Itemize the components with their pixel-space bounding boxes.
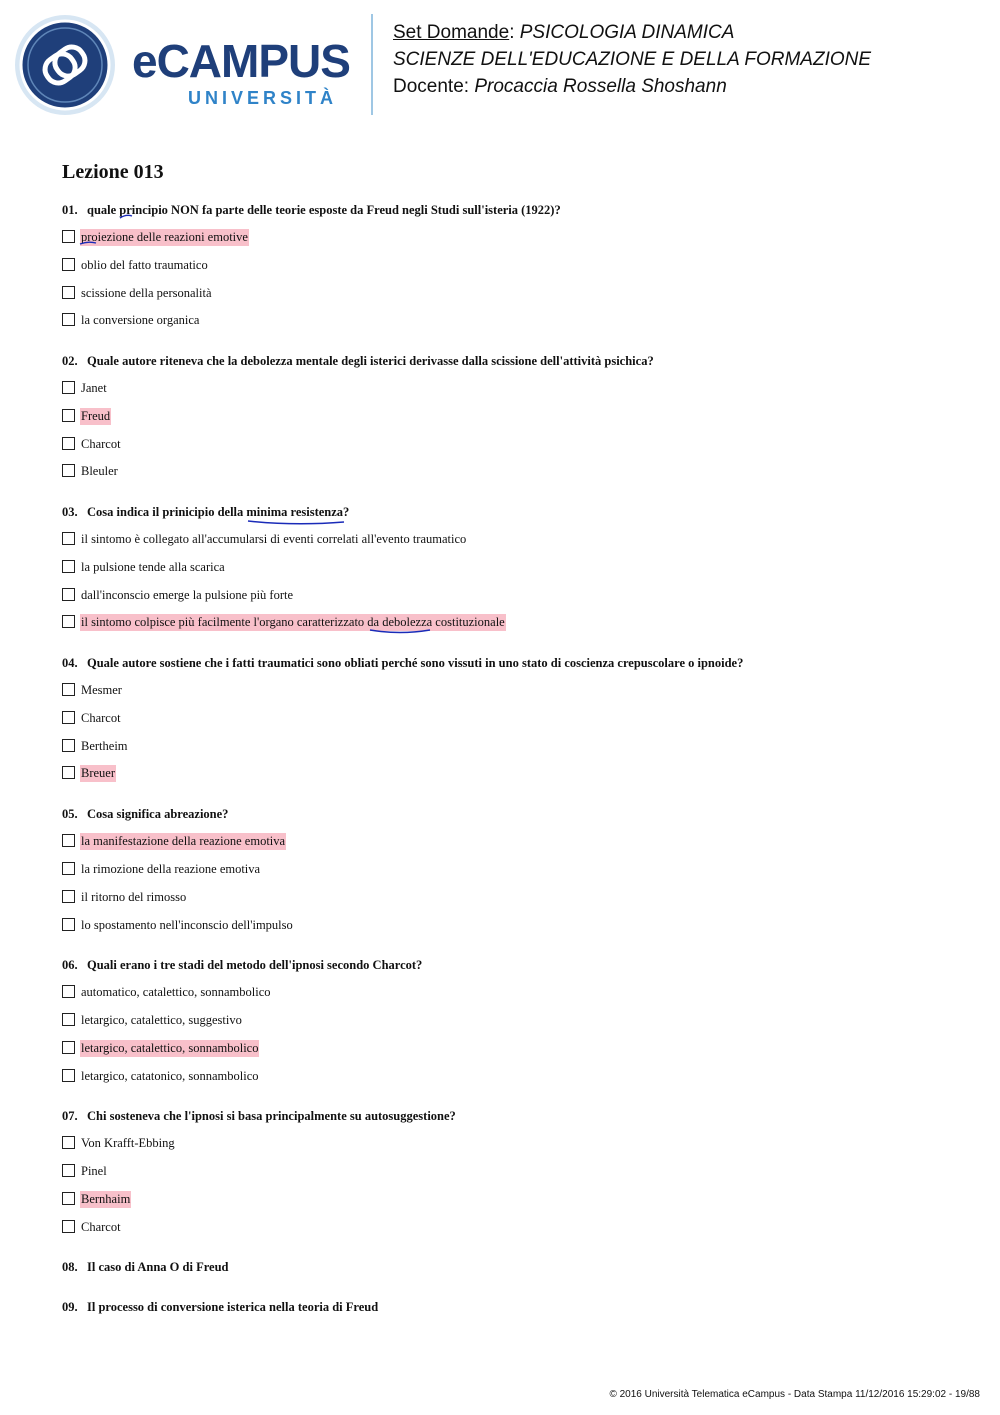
checkbox[interactable] xyxy=(62,1220,75,1233)
teacher-label: Docente xyxy=(393,76,464,97)
question-08 xyxy=(62,1260,228,1275)
brand-name: eCAMPUS xyxy=(132,35,350,87)
question-09 xyxy=(62,1300,378,1315)
question-text: Il caso di Anna O di Freud xyxy=(87,1260,229,1274)
lesson-title: Lezione 013 xyxy=(62,161,164,183)
question-number: 07. xyxy=(62,1109,78,1123)
question-number: 04. xyxy=(62,656,78,670)
ink-underline-minima-resistenza xyxy=(248,521,344,524)
question-number: 08. xyxy=(62,1260,78,1274)
checkbox[interactable] xyxy=(62,381,75,394)
answer-text: la pulsione tende alla scarica xyxy=(81,560,225,574)
question-text: Cosa significa abreazione? xyxy=(87,807,229,821)
checkbox[interactable] xyxy=(62,739,75,752)
answer-text: lo spostamento nell'inconscio dell'impulso xyxy=(81,918,293,932)
header-faculty-line xyxy=(393,49,871,71)
checkbox[interactable] xyxy=(62,1192,75,1205)
answer-text: letargico, catalettico, suggestivo xyxy=(81,1013,242,1027)
brand-subtitle: UNIVERSITÀ xyxy=(188,88,338,108)
checkbox[interactable] xyxy=(62,560,75,573)
teacher-name: Procaccia Rossella Shoshann xyxy=(474,76,727,97)
checkbox[interactable] xyxy=(62,711,75,724)
answer-text: Pinel xyxy=(81,1164,107,1178)
checkbox[interactable] xyxy=(62,1041,75,1054)
checkbox[interactable] xyxy=(62,313,75,326)
question-text: Quali erano i tre stadi del metodo dell'ipnosi secondo Charcot? xyxy=(87,958,423,972)
answer-text: scissione della personalità xyxy=(81,286,212,300)
course-name: PSICOLOGIA DINAMICA xyxy=(519,22,735,43)
answer-text: proiezione delle reazioni emotive xyxy=(81,230,248,244)
checkbox[interactable] xyxy=(62,834,75,847)
question-04 xyxy=(62,656,743,671)
checkbox[interactable] xyxy=(62,230,75,243)
checkbox[interactable] xyxy=(62,258,75,271)
checkbox[interactable] xyxy=(62,437,75,450)
question-number: 02. xyxy=(62,354,78,368)
question-03 xyxy=(62,505,349,520)
checkbox[interactable] xyxy=(62,1136,75,1149)
header-divider xyxy=(371,14,373,115)
checkbox[interactable] xyxy=(62,766,75,779)
checkbox[interactable] xyxy=(62,615,75,628)
set-label: Set Domande xyxy=(393,22,510,43)
question-number: 03. xyxy=(62,505,78,519)
question-text: Cosa indica il prinicipio della minima resistenza? xyxy=(87,505,350,519)
answer-text: dall'inconscio emerge la pulsione più forte xyxy=(81,588,294,602)
header-set-line: Set Domande: PSICOLOGIA DINAMICA xyxy=(393,22,735,43)
answer-text: letargico, catatonico, sonnambolico xyxy=(81,1069,259,1083)
answer-text: Bleuler xyxy=(81,464,118,478)
question-07 xyxy=(62,1109,456,1124)
checkbox[interactable] xyxy=(62,890,75,903)
checkbox[interactable] xyxy=(62,588,75,601)
answer-text: letargico, catalettico, sonnambolico xyxy=(81,1041,259,1055)
header-teacher-line: Docente: Procaccia Rossella Shoshann xyxy=(393,76,727,97)
answer-text: Janet xyxy=(81,381,107,395)
question-text: quale principio NON fa parte delle teorie esposte da Freud negli Studi sull'isteria (1922)? xyxy=(87,203,561,217)
checkbox[interactable] xyxy=(62,862,75,875)
checkbox[interactable] xyxy=(62,918,75,931)
answer-text: oblio del fatto traumatico xyxy=(81,258,208,272)
checkbox[interactable] xyxy=(62,464,75,477)
answer-text: Charcot xyxy=(81,711,121,725)
question-02 xyxy=(62,354,654,369)
answer-text: la manifestazione della reazione emotiva xyxy=(81,834,286,848)
question-number: 01. xyxy=(62,203,78,217)
question-06 xyxy=(62,958,422,973)
checkbox[interactable] xyxy=(62,1013,75,1026)
checkbox[interactable] xyxy=(62,286,75,299)
answer-text: Mesmer xyxy=(81,683,122,697)
brand-logotype xyxy=(132,35,362,118)
question-01 xyxy=(62,203,561,218)
question-number: 09. xyxy=(62,1300,78,1314)
question-text: Chi sosteneva che l'ipnosi si basa principalmente su autosuggestione? xyxy=(87,1109,456,1123)
checkbox[interactable] xyxy=(62,532,75,545)
question-text: Quale autore riteneva che la debolezza mentale degli isterici derivasse dalla scissione dell'attività psichica? xyxy=(87,354,654,368)
answer-text: Breuer xyxy=(81,766,116,780)
answer-text: la rimozione della reazione emotiva xyxy=(81,862,261,876)
question-number: 06. xyxy=(62,958,78,972)
question-text: Il processo di conversione isterica nella teoria di Freud xyxy=(87,1300,379,1314)
footer-print-info: © 2016 Università Telematica eCampus - Data Stampa 11/12/2016 15:29:02 - 19/88 xyxy=(609,1389,980,1400)
answer-text: Bernhaim xyxy=(81,1192,131,1206)
answer-text: il sintomo colpisce più facilmente l'organo caratterizzato da debolezza costituzionale xyxy=(81,615,505,629)
faculty-name: SCIENZE DELL'EDUCAZIONE E DELLA FORMAZIONE xyxy=(393,49,872,70)
answer-text: la conversione organica xyxy=(81,313,200,327)
answer-text: Charcot xyxy=(81,1220,121,1234)
question-text: Quale autore sostiene che i fatti traumatici sono obliati perché sono vissuti in uno stato di coscienza crepuscolare o ipnoide? xyxy=(87,656,744,670)
checkbox[interactable] xyxy=(62,1069,75,1082)
ecampus-logo-icon xyxy=(14,14,116,116)
answer-text: il ritorno del rimosso xyxy=(81,890,187,904)
answer-text: Bertheim xyxy=(81,739,128,753)
question-05 xyxy=(62,807,228,822)
answer-text: Charcot xyxy=(81,437,121,451)
question-number: 05. xyxy=(62,807,78,821)
answer-text: il sintomo è collegato all'accumularsi di eventi correlati all'evento traumatico xyxy=(81,532,467,546)
answer-text: Freud xyxy=(81,409,111,423)
checkbox[interactable] xyxy=(62,409,75,422)
checkbox[interactable] xyxy=(62,1164,75,1177)
checkbox[interactable] xyxy=(62,985,75,998)
answer-text: Von Krafft-Ebbing xyxy=(81,1136,175,1150)
checkbox[interactable] xyxy=(62,683,75,696)
answer-text: automatico, catalettico, sonnambolico xyxy=(81,985,271,999)
